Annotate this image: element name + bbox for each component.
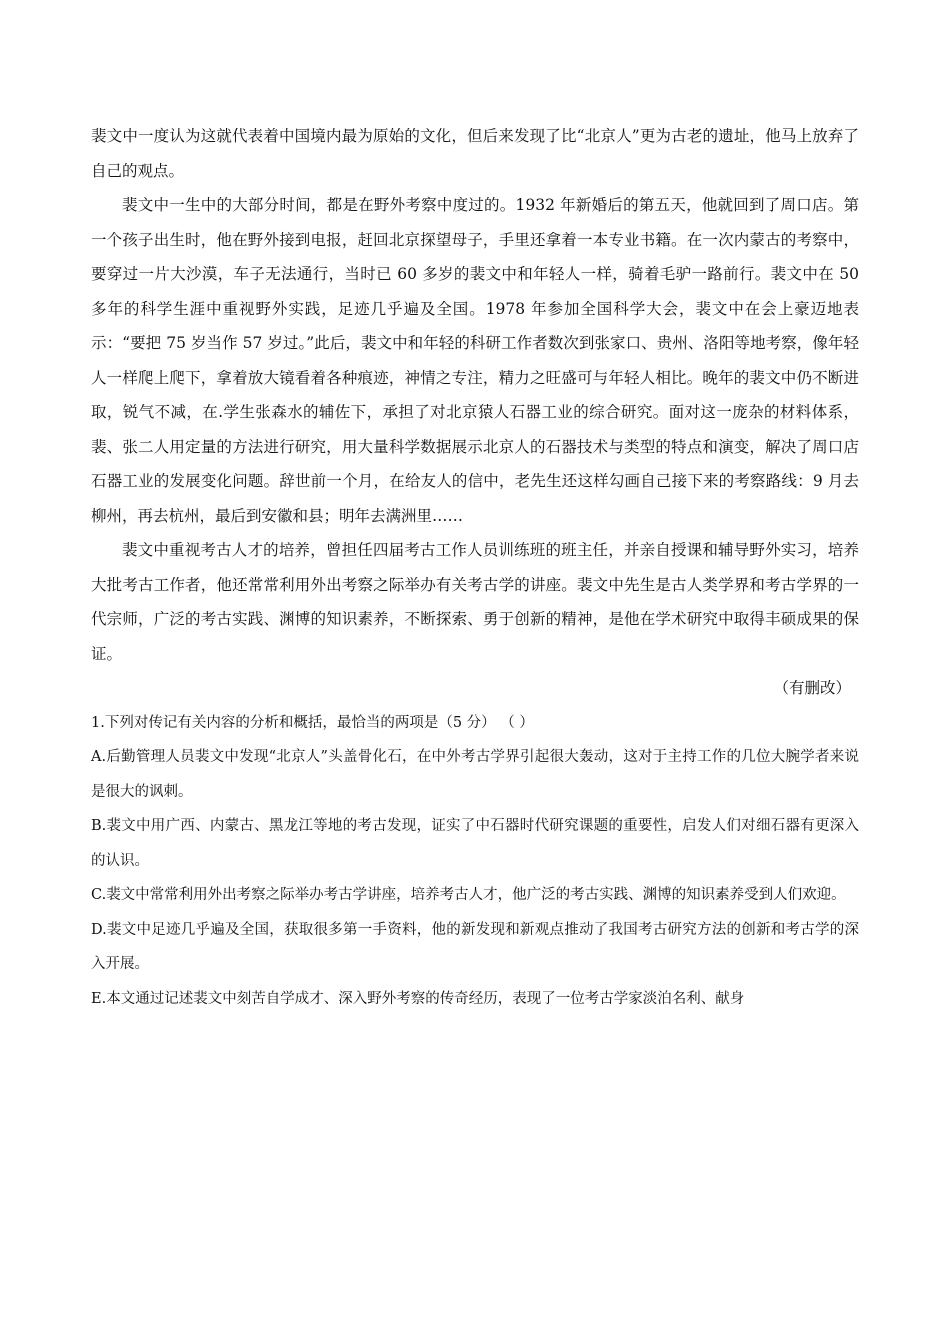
option-c (91, 878, 859, 913)
passage-paragraph-1: 裴文中一度认为这就代表着中国境内最为原始的文化，但后来发现了比“北京人”更为古老的遗址，他马上放弃了自己的观点。 (91, 127, 859, 180)
option-e-label: E. (91, 990, 107, 1007)
document-page (91, 119, 859, 1016)
option-d-label: D. (91, 921, 107, 938)
option-e-text: 本文通过记述裴文中刻苦自学成才、深入野外考察的传奇经历，表现了一位考古学家淡泊名利、献身 (106, 990, 745, 1007)
question-stem: 1.下列对传记有关内容的分析和概括，最恰当的两项是（5 分） （ ） (91, 714, 534, 731)
option-e (91, 982, 859, 1017)
option-b (91, 809, 859, 878)
option-c-label: C. (91, 887, 107, 903)
option-a-label: A. (91, 749, 107, 765)
passage-paragraph-3: 裴文中重视考古人才的培养，曾担任四届考古工作人员训练班的班主任，并亲自授课和辅导野外实习，培养大批考古工作者，他还常常利用外出考察之际举办有关考古学的讲座。裴文中先生是古人类学界和考古学界的一代宗师，广泛的考古实践、渊博的知识素养，不断探索、勇于创新的精神，是他在学术研究中取得丰硕成果的保证。 (91, 541, 859, 663)
option-a (91, 740, 859, 809)
option-d-text: 裴文中足迹几乎遍及全国，获取很多第一手资料，他的新发现和新观点推动了我国考古研究方法的创新和考古学的深入开展。 (91, 921, 859, 972)
option-d (91, 913, 859, 982)
passage-paragraph-2: 裴文中一生中的大部分时间，都是在野外考察中度过的。1932 年新婚后的第五天，他就回到了周口店。第一个孩子出生时，他在野外接到电报，赶回北京探望母子，手里还拿着一本专业书籍。在一次内蒙古的考察中，要穿过一片大沙漠，车子无法通行，当时已 60 多岁的裴文中和年轻人一样，骑着毛驴一路前行。裴文中在 50 多年的科学生涯中重视野外实践，足迹几乎遍及全国。1978 年参加全国科学大会，裴文中在会上豪迈地表示：“要把 75 岁当作 57 岁过。”此后，裴文中和年轻的科研工作者数次到张家口、贵州、洛阳等地考察，像年轻人一样爬上爬下，拿着放大镜看着各种痕迹，神情之专注，精力之旺盛可与年轻人相比。晚年的裴文中仍不断进取，锐气不减，在.学生张森水的辅佐下，承担了对北京猿人石器工业的综合研究。面对这一庞杂的材料体系，裴、张二人用定量的方法进行研究，用大量科学数据展示北京人的石器技术与类型的特点和演变，解决了周口店石器工业的发展变化问题。辞世前一个月，在给友人的信中，老先生还这样勾画自己接下来的考察路线：9 月去柳州，再去杭州，最后到安徽和县；明年去满洲里…… (91, 196, 859, 525)
option-c-text: 裴文中常常利用外出考察之际举办考古学讲座，培养考古人才，他广泛的考古实践、渊博的知识素养受到人们欢迎。 (106, 887, 846, 903)
option-b-label: B. (91, 818, 107, 834)
option-b-text: 裴文中用广西、内蒙古、黑龙江等地的考古发现，证实了中石器时代研究课题的重要性，启发人们对细石器有更深入的认识。 (91, 818, 859, 869)
option-a-text: 后勤管理人员裴文中发现“北京人”头盖骨化石，在中外考古学界引起很大轰动，这对于主持工作的几位大腕学者来说是很大的讽刺。 (91, 749, 859, 800)
source-note: （有删改） (773, 679, 851, 697)
